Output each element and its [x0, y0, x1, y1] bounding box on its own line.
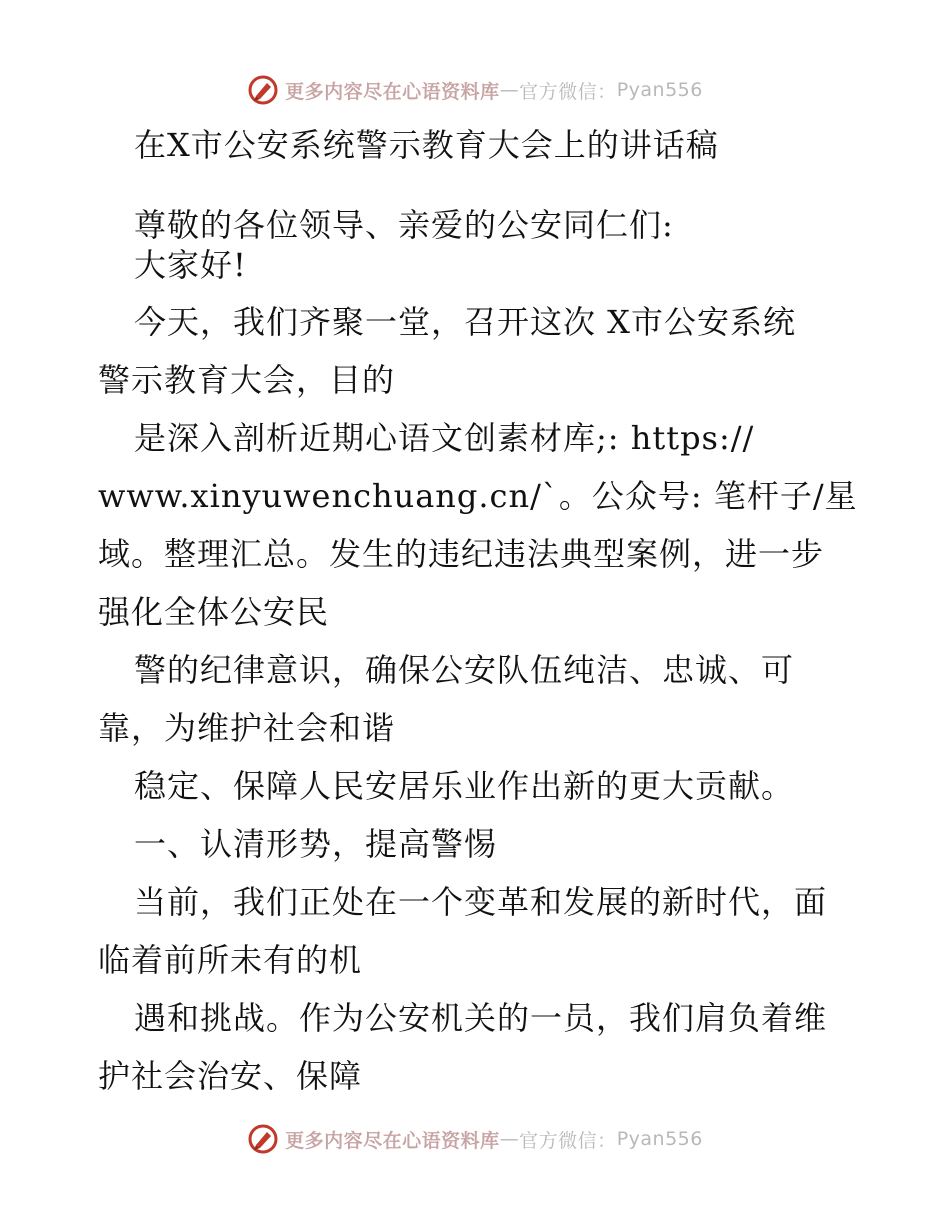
doc-line: 当前，我们正处在一个变革和发展的新时代，面 [134, 883, 828, 921]
footer-separator: — [499, 1128, 520, 1150]
doc-line: 警的纪律意识，确保公安队伍纯洁、忠诚、可 [134, 651, 795, 689]
pen-logo-icon [247, 74, 279, 106]
doc-line: 大家好! [134, 246, 247, 284]
header-brand-text: 更多内容尽在心语资料库 [285, 80, 500, 103]
footer-wechat-id: Pyan556 [616, 1128, 703, 1150]
pen-logo-icon [247, 1123, 279, 1155]
footer-wechat-label: 官方微信： [519, 1129, 617, 1152]
doc-title: 在X市公安系统警示教育大会上的讲话稿 [134, 126, 719, 164]
doc-line: 稳定、保障人民安居乐业作出新的更大贡献。 [134, 767, 795, 805]
doc-line: 护社会治安、保障 [98, 1057, 363, 1095]
doc-heading: 一、认清形势，提高警惕 [134, 825, 498, 863]
header-separator: — [499, 79, 520, 101]
doc-line: 临着前所未有的机 [98, 941, 363, 979]
doc-line: 警示教育大会，目的 [98, 361, 396, 399]
doc-line: 域。整理汇总。发生的违纪违法典型案例，进一步 [98, 535, 825, 573]
header-wechat-id: Pyan556 [616, 79, 703, 101]
header-wechat-label: 官方微信： [519, 80, 617, 103]
header-banner [0, 70, 950, 110]
doc-line: 强化全体公安民 [98, 593, 330, 631]
footer-banner [0, 1119, 950, 1159]
footer-brand-text: 更多内容尽在心语资料库 [285, 1129, 500, 1152]
doc-line: 尊敬的各位领导、亲爱的公安同仁们: [134, 206, 674, 244]
doc-line: www.xinyuwenchuang.cn/`。公众号: 笔杆子/星 [98, 477, 858, 515]
doc-line: 今天，我们齐聚一堂，召开这次 X市公安系统 [134, 303, 796, 341]
doc-line: 靠，为维护社会和谐 [98, 709, 396, 747]
doc-line: 是深入剖析近期心语文创素材库;: https:// [134, 419, 755, 457]
doc-line: 遇和挑战。作为公安机关的一员，我们肩负着维 [134, 999, 828, 1037]
